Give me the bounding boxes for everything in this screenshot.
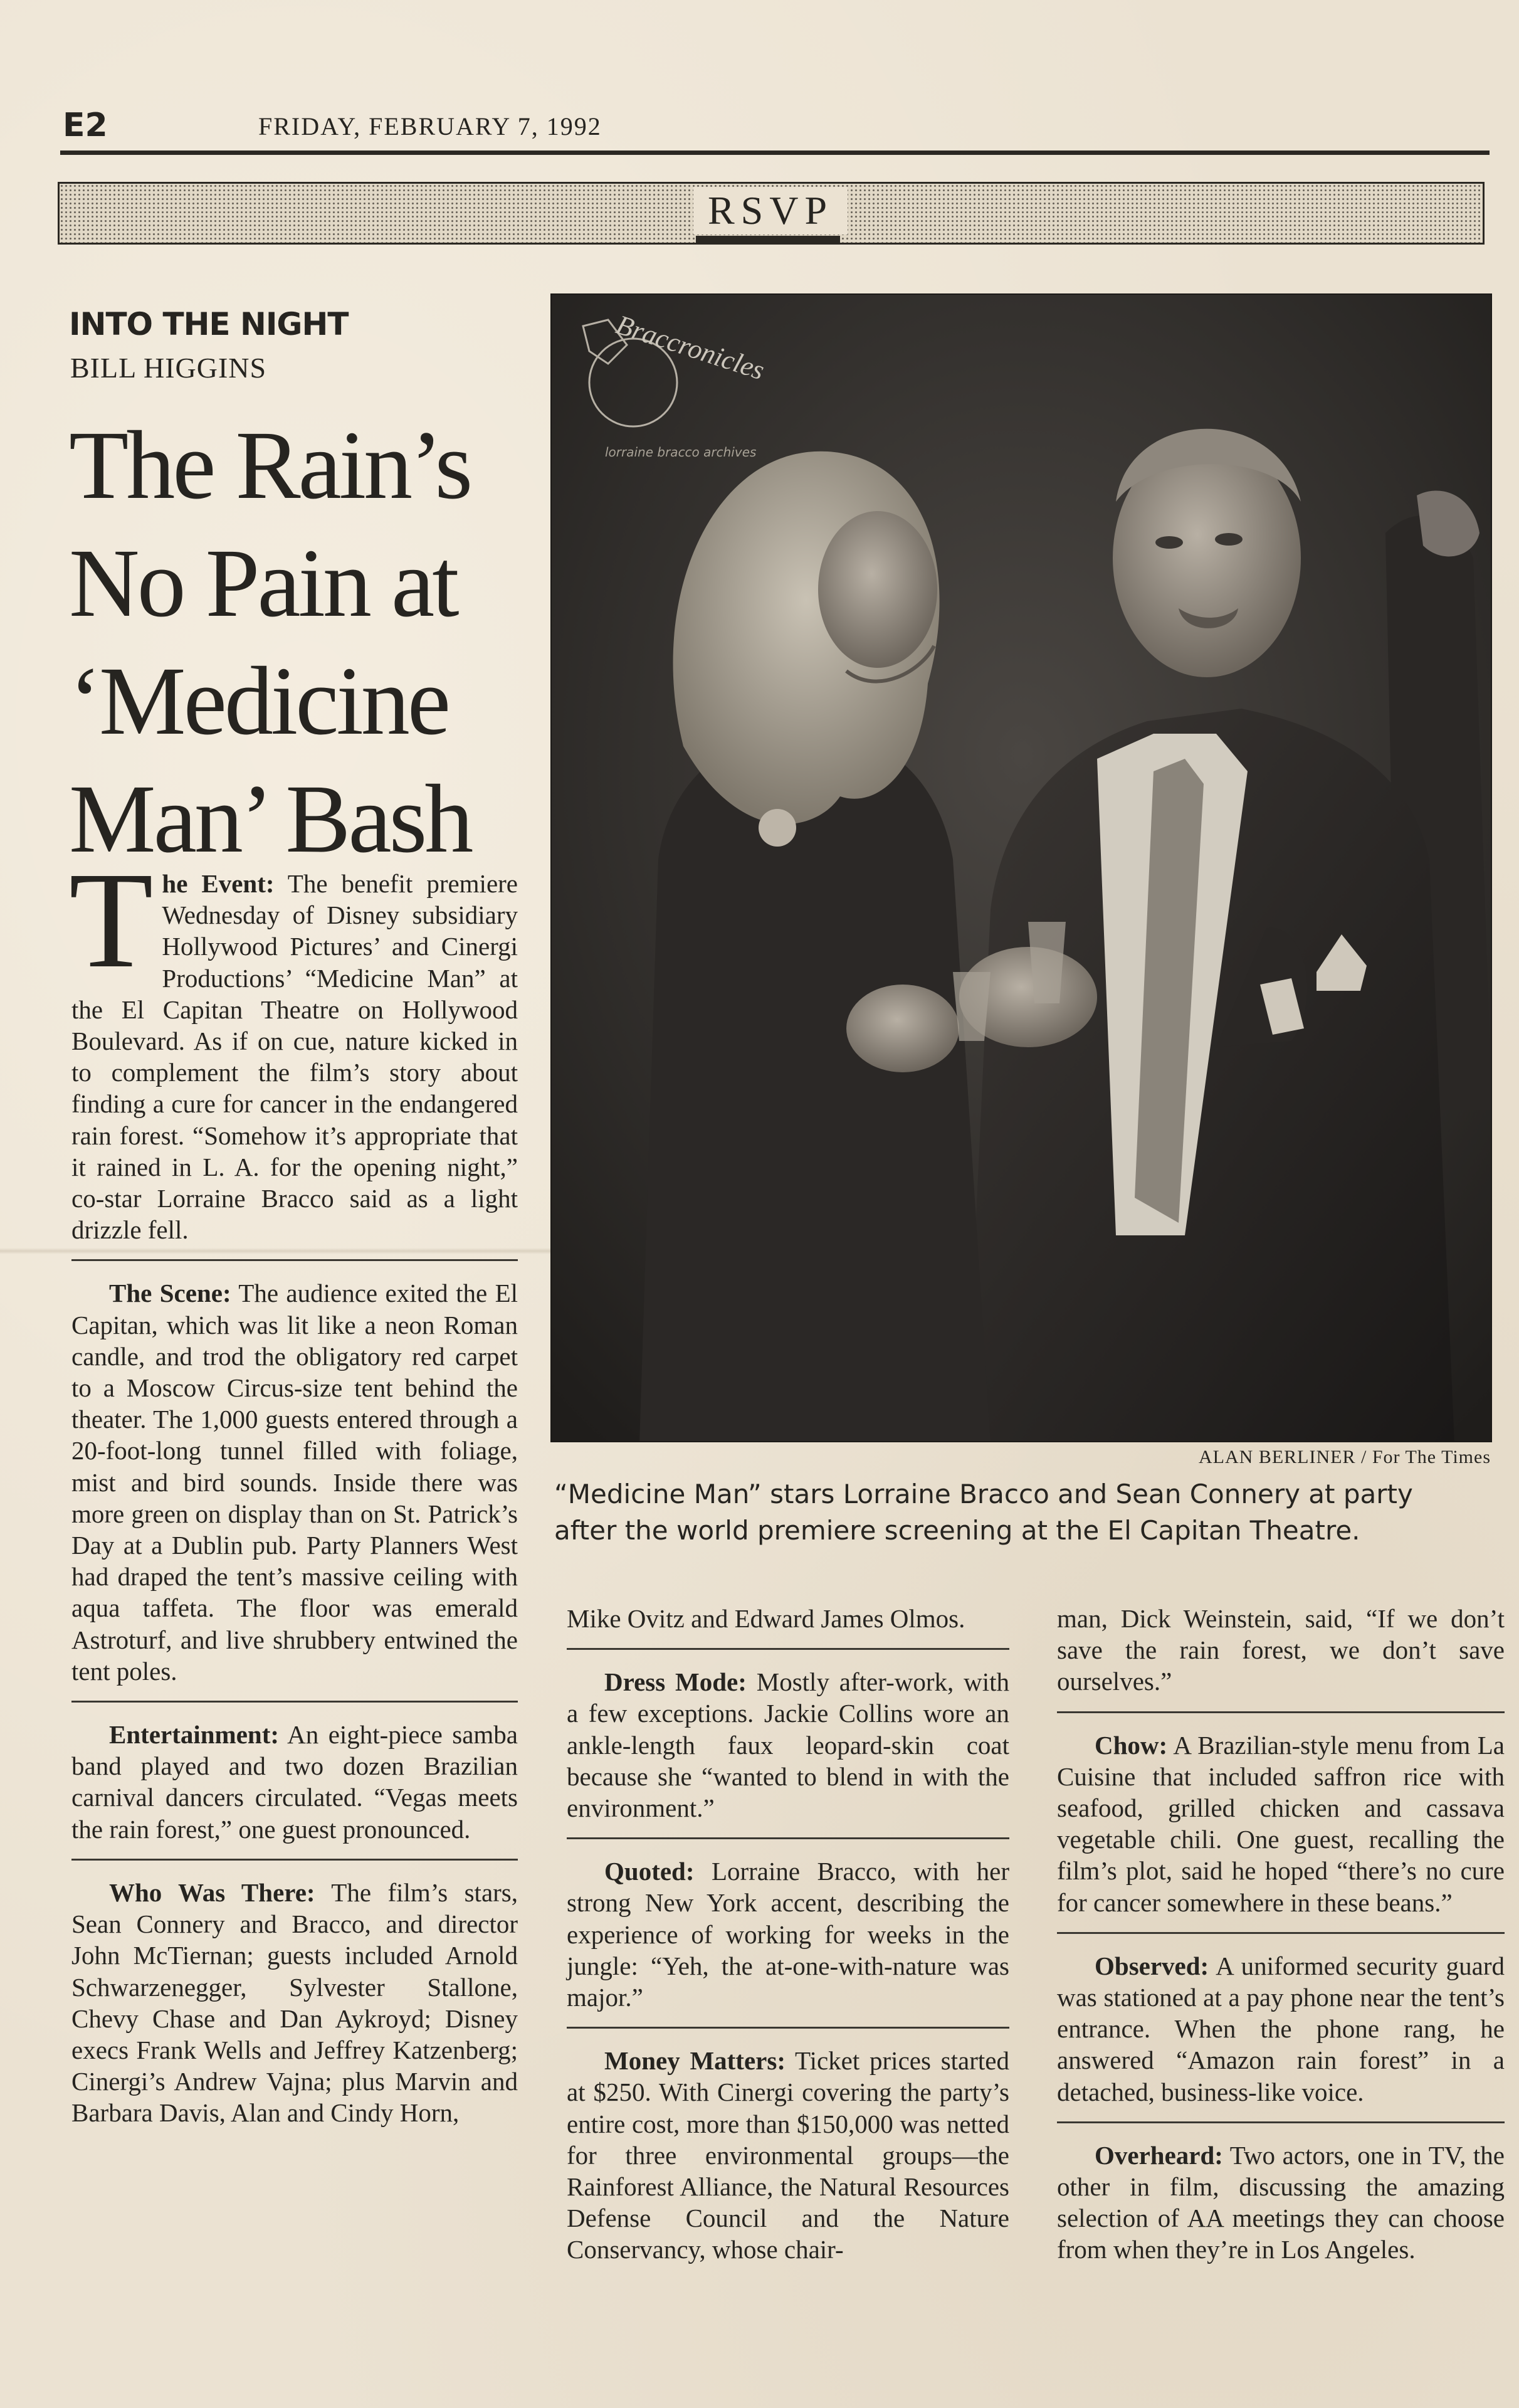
section-lead: Money Matters:	[604, 2046, 786, 2076]
section-body: The audience exited the El Capitan, which was lit like a neon Roman candle, and trod the obligatory red carpet to a Moscow Circus-size tent behind the theater. The 1,000 guests entered through a 20-foot-long tunnel filled with foliage, mist and bird sounds. Inside there was more green on display than on St. Patrick’s Day at a Dublin pub. Party Planners West had draped the tent’s massive ceiling with aqua taffeta. The floor was emerald Astroturf, and live shrubbery entwined the tent poles.	[71, 1279, 518, 1686]
watermark-subtitle: lorraine bracco archives	[605, 445, 757, 460]
section-body: A Brazilian-style menu from La Cuisine that included saffron rice with seafood, grilled chicken and cassava vegetable chili. One guest, recalling the film’s plot, said he hoped “there’s no cure for cancer somewhere in these beans.”	[1057, 1730, 1505, 1917]
photo-caption	[554, 1476, 1495, 1549]
section-lead: Dress Mode:	[604, 1667, 747, 1697]
section-lead: Entertainment:	[109, 1720, 280, 1750]
watermark-title: Braccronicles	[612, 309, 769, 386]
section-dress-mode	[567, 1666, 1009, 1824]
section-body: The film’s stars, Sean Connery and Bracco, and director John McTiernan; guests included Arnold Schwarzenegger, Sylvester Stallone, Chevy Chase and Dan Aykroyd; Disney execs Frank Wells and Jeffrey Katzenberg; Cinergi’s Andrew Vajna; plus Marvin and Barbara Davis, Alan and Cindy Horn,	[71, 1877, 518, 2128]
section-body: The benefit premiere Wednesday of Disney subsidiary Hollywood Pictures’ and Cinergi Productions’ “Medicine Man” at the El Capitan Theatre on Hollywood Boulevard. As if on cue, nature kicked in to complement the film’s story about finding a cure for cancer in the endangered rain forest. “Somehow it’s appropriate that it rained in L. A. for the opening night,” co-star Lorraine Bracco said as a light drizzle fell.	[71, 869, 518, 1245]
section-entertainment	[71, 1719, 518, 1845]
drop-cap: T	[69, 843, 154, 996]
photo-illustration	[552, 295, 1492, 1442]
headline-line: The Rain’s	[69, 411, 471, 519]
section-money-continued: man, Dick Weinstein, said, “If we don’t save the rain forest, we don’t save ourselves.”	[1057, 1604, 1505, 1696]
photo-credit: ALAN BERLINER / For The Times	[1199, 1447, 1491, 1467]
byline: BILL HIGGINS	[70, 352, 267, 384]
caption-line: “Medicine Man” stars Lorraine Bracco and Sean Connery at party	[554, 1479, 1413, 1509]
section-divider	[71, 1859, 518, 1861]
caption-line: after the world premiere screening at the El Capitan Theatre.	[554, 1515, 1360, 1546]
section-divider	[1057, 2121, 1505, 2123]
section-quoted	[567, 1856, 1009, 2013]
section-body: Mostly after-work, with a few exceptions. Jackie Collins wore an ankle-length faux leopard-skin coat because she “wanted to blend in with the environment.”	[567, 1667, 1009, 1823]
section-lead: Observed:	[1095, 1951, 1209, 1980]
article-column-2	[567, 1603, 1009, 2266]
section-lead: Who Was There:	[109, 1877, 315, 1907]
section-title: RSVP	[693, 187, 848, 235]
section-chow	[1057, 1729, 1505, 1918]
section-body: Two actors, one in TV, the other in film, discussing the amazing selection of AA meetings they can choose from when they’re in Los Angeles.	[1057, 2140, 1505, 2264]
section-event	[69, 843, 518, 1245]
section-lead: The Scene:	[109, 1279, 231, 1308]
event-photo	[550, 293, 1492, 1442]
header-rule	[60, 150, 1490, 155]
section-who-was-there	[71, 1877, 518, 2129]
headline	[69, 406, 545, 878]
column-kicker: INTO THE NIGHT	[69, 306, 349, 342]
section-title-underline	[696, 236, 840, 245]
headline-line: No Pain at	[69, 529, 457, 637]
section-divider	[567, 1837, 1009, 1839]
section-body: A uniformed security guard was stationed at a pay phone near the tent’s entrance. When the phone rang, he answered “Amazon rain forest” in a detached, business-like voice.	[1057, 1951, 1505, 2106]
section-lead: he Event:	[162, 869, 275, 898]
section-divider	[567, 2027, 1009, 2029]
section-divider	[1057, 1711, 1505, 1713]
section-divider	[71, 1701, 518, 1703]
page-number: E2	[63, 107, 108, 144]
headline-line: Man’ Bash	[69, 764, 471, 873]
section-divider	[567, 1648, 1009, 1650]
section-observed	[1057, 1950, 1505, 2108]
section-divider	[1057, 1932, 1505, 1934]
article-column-3	[1057, 1603, 1505, 2266]
section-divider	[71, 1259, 518, 1261]
section-scene	[71, 1277, 518, 1687]
section-money-matters	[567, 2045, 1009, 2265]
section-body: Ticket prices started at $250. With Cinergi covering the party’s entire cost, more than $150,000 was netted for three environmental groups—the Rainforest Alliance, the Natural Resources Defense Council and the Nature Conservancy, whose chair-	[567, 2046, 1009, 2264]
section-lead: Quoted:	[604, 1857, 695, 1886]
section-who-continued: Mike Ovitz and Edward James Olmos.	[567, 1604, 965, 1633]
article-column-1	[69, 843, 518, 2129]
section-body: An eight-piece samba band played and two dozen Brazilian carnival dancers circulated. “Vegas meets the rain forest,” one guest pronounced.	[71, 1720, 518, 1844]
headline-line: ‘Medicine	[69, 647, 449, 755]
issue-date: FRIDAY, FEBRUARY 7, 1992	[258, 112, 602, 140]
section-lead: Overheard:	[1095, 2140, 1223, 2170]
section-body: Lorraine Bracco, with her strong New York accent, describing the experience of working for weeks in the jungle: “Yeh, the at-one-with-nature was major.”	[567, 1857, 1009, 2012]
section-overheard	[1057, 2140, 1505, 2266]
section-lead: Chow:	[1095, 1730, 1168, 1760]
